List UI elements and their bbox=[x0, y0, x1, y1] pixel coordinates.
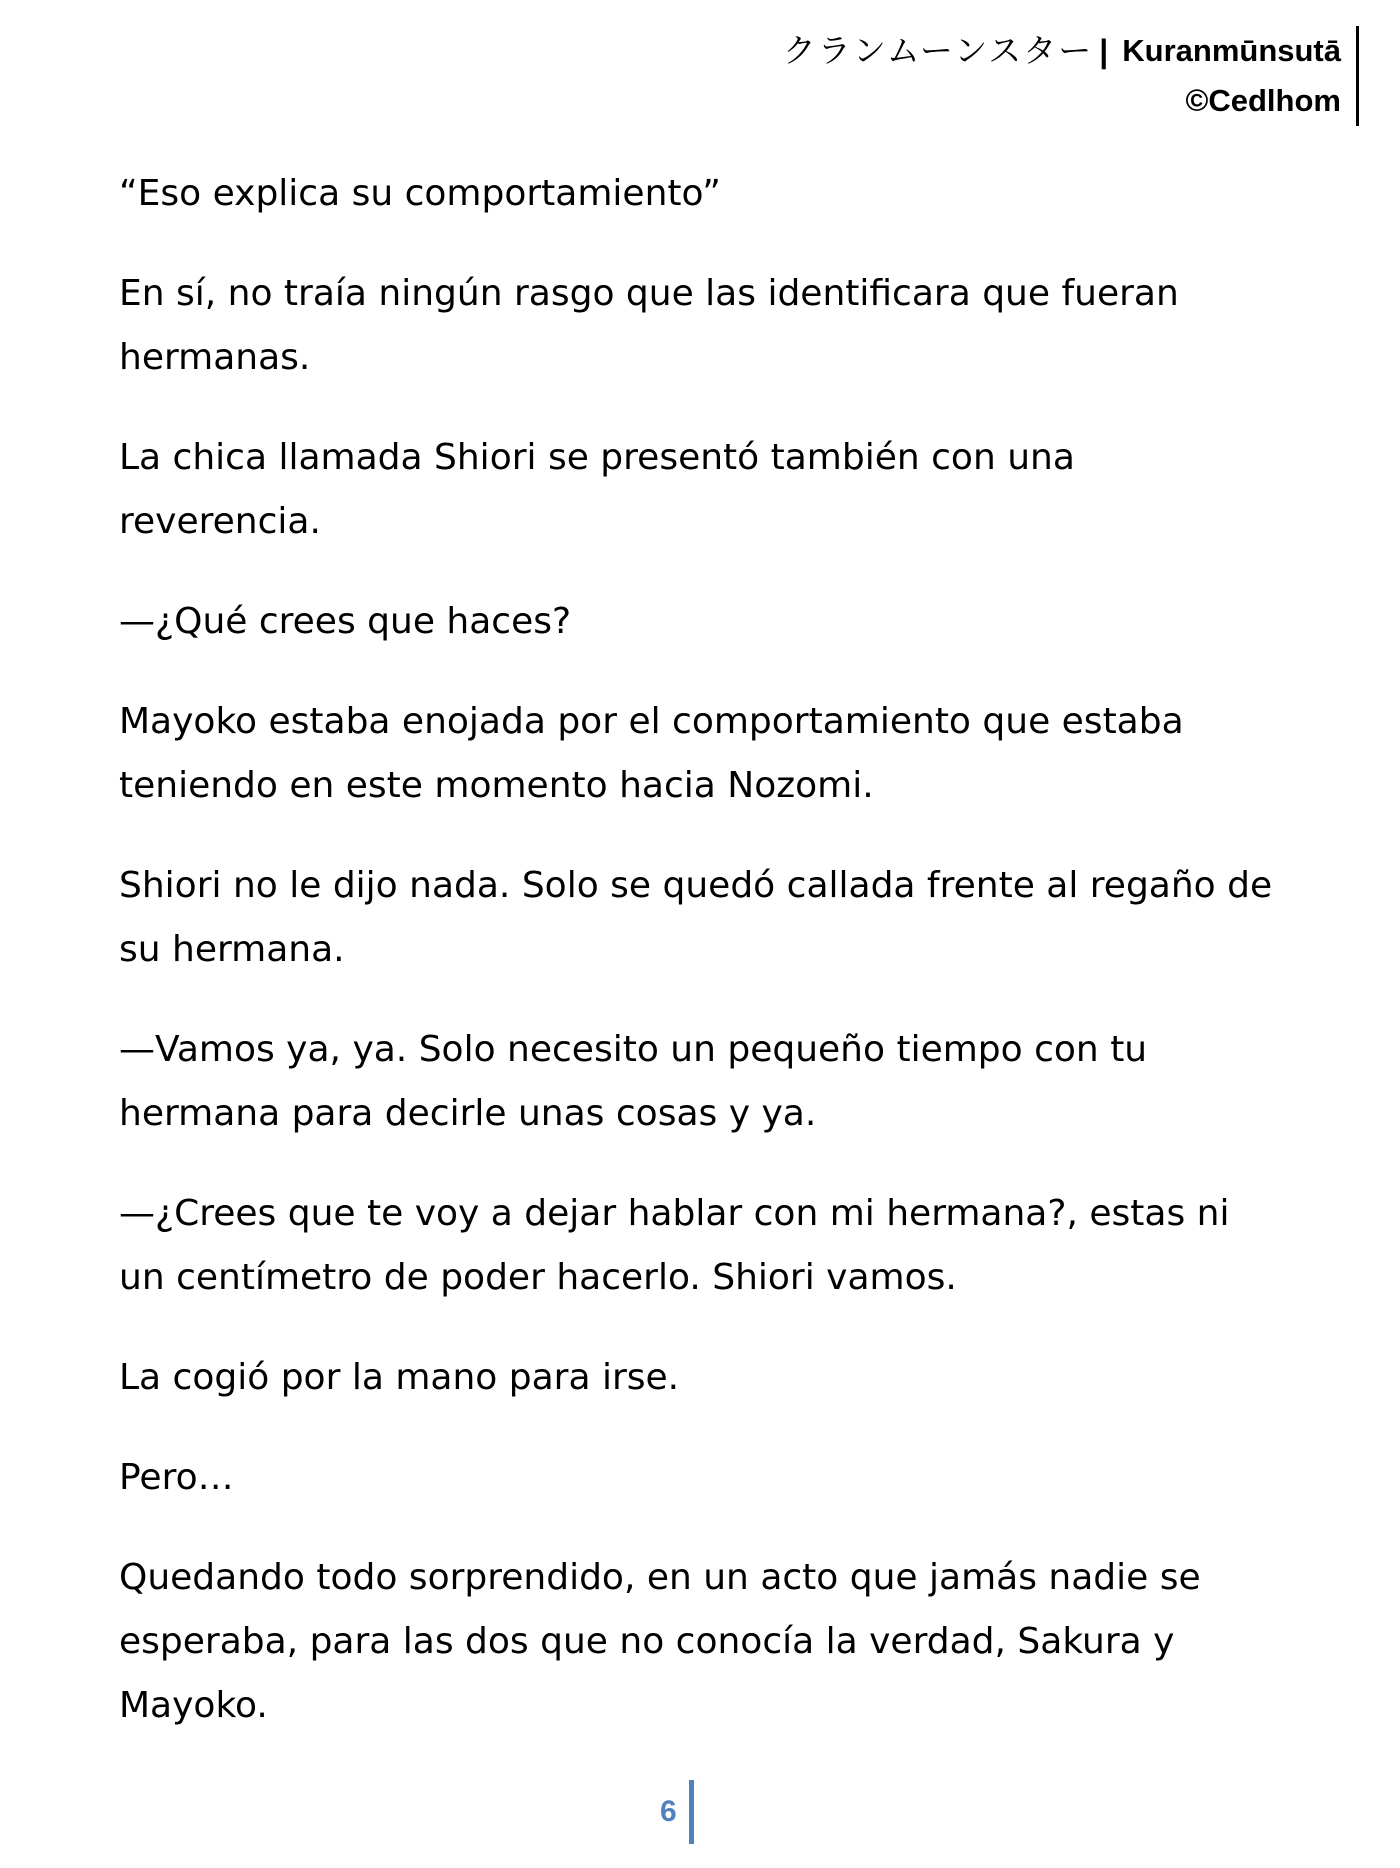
paragraph: —Vamos ya, ya. Solo necesito un pequeño tiempo con tu hermana para decirle unas cosas y ya. bbox=[119, 1029, 1148, 1134]
paragraph: La chica llamada Shiori se presentó también con una reverencia. bbox=[119, 437, 1075, 542]
paragraph: “Eso explica su comportamiento” bbox=[119, 173, 721, 214]
page-number: 6 bbox=[660, 1795, 677, 1828]
paragraph: Pero… bbox=[119, 1457, 234, 1498]
paragraph: —¿Crees que te voy a dejar hablar con mi hermana?, estas ni un centímetro de poder hacerlo. Shiori vamos. bbox=[119, 1193, 1230, 1298]
japanese-title: クランムーンスター bbox=[782, 31, 1094, 70]
paragraph: En sí, no traía ningún rasgo que las identificara que fueran hermanas. bbox=[119, 273, 1179, 378]
running-header bbox=[783, 26, 1359, 126]
page-footer bbox=[660, 1780, 694, 1844]
author-credit: ©Cedlhom bbox=[1185, 83, 1341, 118]
paragraph: Quedando todo sorprendido, en un acto que jamás nadie se esperaba, para las dos que no conocía la verdad, Sakura y Mayoko. bbox=[119, 1557, 1201, 1726]
title-separator: | bbox=[1099, 33, 1109, 69]
page-number-bar bbox=[689, 1780, 694, 1844]
paragraph: Mayoko estaba enojada por el comportamiento que estaba teniendo en este momento hacia Nozomi. bbox=[119, 701, 1184, 806]
paragraph: Shiori no le dijo nada. Solo se quedó callada frente al regaño de su hermana. bbox=[119, 865, 1273, 970]
chapter-body bbox=[119, 162, 1279, 1774]
header-title-line bbox=[783, 26, 1341, 76]
romanized-title: Kuranmūnsutā bbox=[1122, 33, 1341, 68]
paragraph: —¿Qué crees que haces? bbox=[119, 601, 572, 642]
paragraph: La cogió por la mano para irse. bbox=[119, 1357, 680, 1398]
